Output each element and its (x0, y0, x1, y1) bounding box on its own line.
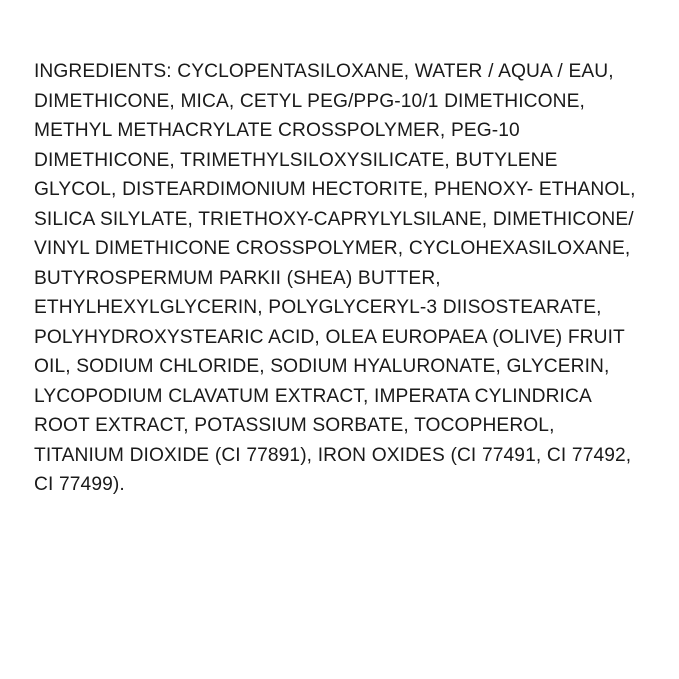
ingredients-paragraph (34, 57, 645, 500)
ingredients-list-text: CYCLOPENTASILOXANE, WATER / AQUA / EAU, DIMETHICONE, MICA, CETYL PEG/PPG-10/1 DIMETHICONE, METHYL METHACRYLATE CROSSPOLYMER, PEG-10 DIMETHICONE, TRIMETHYLSILOXYSILICATE, BUTYLENE GLYCOL, DISTEARDIMONIUM HECTORITE, PHENOXY- ETHANOL, SILICA SILYLATE, TRIETHOXY-CAPRYLYLSILANE, DIMETHICONE/ VINYL DIMETHICONE CROSSPOLYMER, CYCLOHEXASILOXANE, BUTYROSPERMUM PARKII (SHEA) BUTTER, ETHYLHEXYLGLYCERIN, POLYGLYCERYL-3 DIISOSTEARATE, POLYHYDROXYSTEARIC ACID, OLEA EUROPAEA (OLIVE) FRUIT OIL, SODIUM CHLORIDE, SODIUM HYALURONATE, GLYCERIN, LYCOPODIUM CLAVATUM EXTRACT, IMPERATA CYLINDRICA ROOT EXTRACT, POTASSIUM SORBATE, TOCOPHEROL, TITANIUM DIOXIDE (CI 77891), IRON OXIDES (CI 77491, CI 77492, CI 77499). (34, 61, 636, 496)
ingredients-label: INGREDIENTS: (34, 61, 172, 83)
